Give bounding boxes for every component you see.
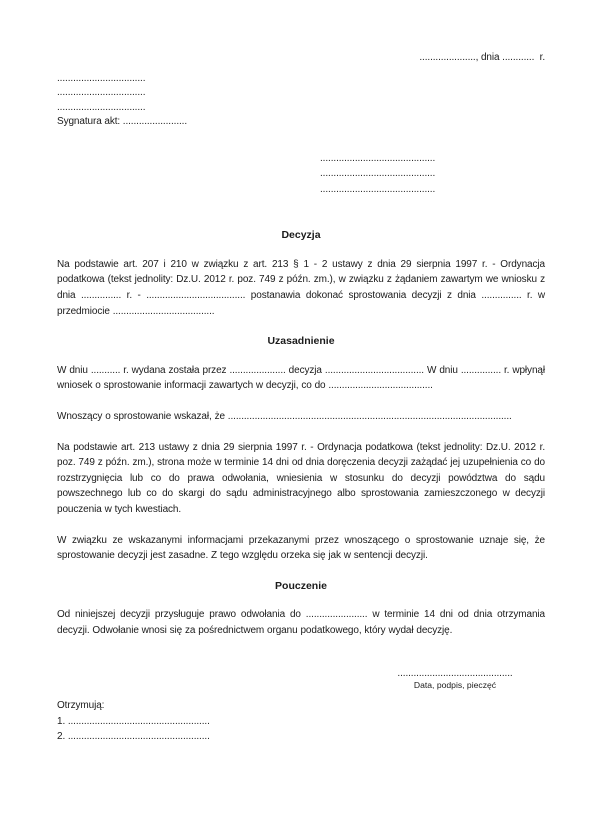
- recipients-list: [57, 698, 545, 744]
- authority-blank-line: .................................: [57, 101, 146, 113]
- place-and-date-line: ....................., dnia ............ r.: [419, 52, 545, 63]
- issuing-authority-block: [57, 72, 545, 130]
- recipient-blank-line: ...........................................: [320, 183, 436, 195]
- document-title: Decyzja: [281, 229, 321, 242]
- justification-claim-paragraph: Wnoszący o sprostowanie wskazał, że ..........................................................................................................: [57, 410, 512, 422]
- signature-block: [360, 667, 550, 691]
- authority-blank-line: .................................: [57, 87, 146, 99]
- instruction-heading: Pouczenie: [275, 579, 327, 592]
- justification-request-paragraph: W dniu ........... r. wydana została przez ..................... decyzja ..................................... W dniu ............... r. wpłynął wniosek o sprostowanie informacji zawartych w decyzji, co do .......................................: [57, 364, 545, 392]
- recipient-block: [320, 151, 545, 197]
- recipient-blank-line: ...........................................: [320, 168, 436, 180]
- intro-paragraph: Na podstawie art. 207 i 210 w związku z art. 213 § 1 - 2 ustawy z dnia 29 sierpnia 1997 r. - Ordynacja podatkowa (tekst jednolity: Dz.U. 2012 r. poz. 749 z późn. zm.), w związku z żądaniem zawartym we wniosku z dnia ............... r. - ..................................... postanawia dokonać sprostowania decyzji z dnia ............... r. w przedmiocie ......................................: [57, 258, 545, 317]
- case-number-line: Sygnatura akt: ........................: [57, 116, 188, 128]
- authority-blank-line: .................................: [57, 72, 146, 84]
- recipients-list-heading: Otrzymują:: [57, 700, 105, 712]
- recipients-list-item: 2. .....................................................: [57, 730, 210, 742]
- justification-legal-basis-paragraph: Na podstawie art. 213 ustawy z dnia 29 sierpnia 1997 r. - Ordynacja podatkowa (tekst jednolity: Dz.U. 2012 r. poz. 749 z późn. zm.), strona może w terminie 14 dni od dnia doręczenia decyzji zażądać jej uzupełnienia co do rozstrzygnięcia lub co do prawa odwołania, wniesienia w stosunku do decyzji powództwa do sądu powszechnego lub co do skargi do sądu administracyjnego albo sprostowania zamieszczonego w decyzji pouczenia w tych kwestiach.: [57, 441, 545, 515]
- recipients-list-item: 1. .....................................................: [57, 715, 210, 727]
- justification-conclusion-paragraph: W związku ze wskazanymi informacjami przekazanymi przez wnoszącego o sprostowanie uznaje się, że sprostowanie decyzji jest zasadne. Z tego względu orzeka się jak w sentencji decyzji.: [57, 534, 545, 562]
- signature-caption: Data, podpis, pieczęć: [413, 680, 497, 691]
- signature-blank-line: ...........................................: [397, 668, 513, 680]
- recipient-blank-line: ...........................................: [320, 152, 436, 164]
- justification-heading: Uzasadnienie: [267, 335, 335, 348]
- instruction-paragraph: Od niniejszej decyzji przysługuje prawo odwołania do ....................... w terminie 14 dni od dnia otrzymania decyzji. Odwołanie wnosi się za pośrednictwem organu podatkowego, który wydał decyzję.: [57, 609, 545, 636]
